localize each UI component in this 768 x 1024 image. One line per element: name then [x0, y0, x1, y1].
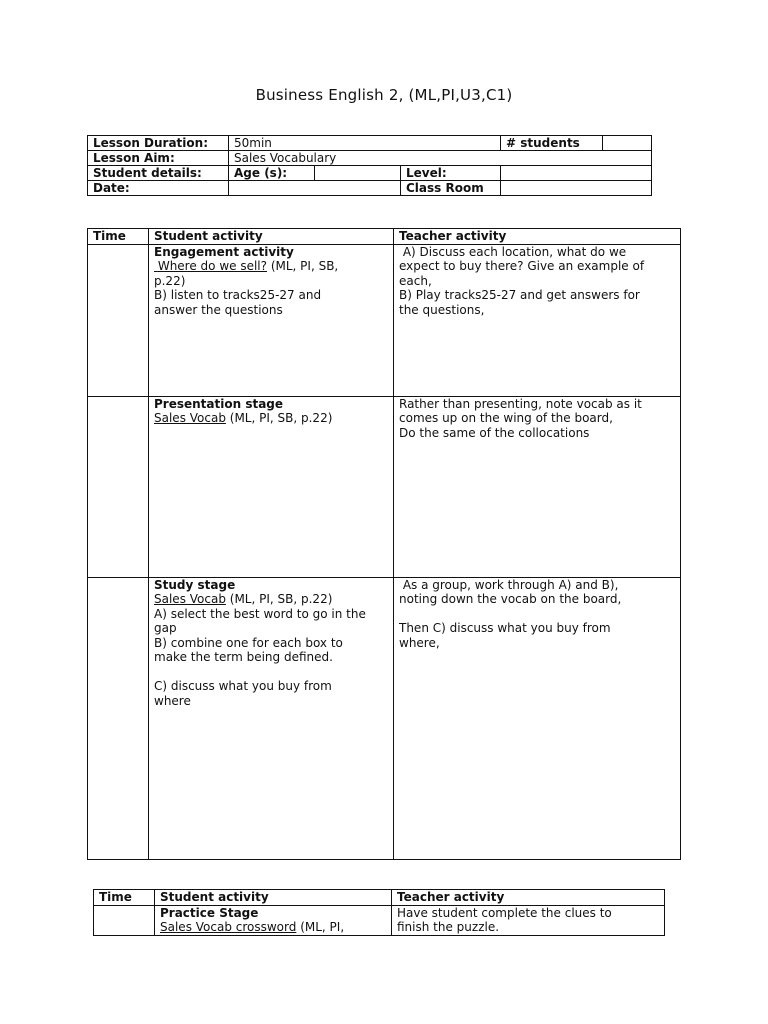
teacher-activity-cell: [392, 905, 665, 935]
student-line: make the term being defined.: [154, 650, 333, 664]
student-activity-cell: [155, 905, 392, 935]
plan-row-presentation: [88, 396, 681, 577]
header-time: Time: [88, 229, 149, 245]
student-line: answer the questions: [154, 302, 283, 317]
date-label: Date:: [88, 181, 229, 196]
level-label: Level:: [401, 166, 501, 181]
teacher-activity-cell: [394, 577, 681, 859]
activity-reference: [154, 259, 388, 274]
teacher-line: the questions,: [399, 302, 485, 317]
teacher-line: B) Play tracks25-27 and get answers for: [399, 288, 640, 302]
header-time: Time: [94, 890, 155, 906]
teacher-line: comes up on the wing of the board,: [399, 411, 613, 425]
time-cell: [88, 244, 149, 396]
paragraph-gap: [399, 607, 675, 622]
info-row-date: [88, 181, 652, 196]
student-line: gap: [154, 621, 177, 635]
time-cell: [94, 905, 155, 935]
time-cell: [88, 577, 149, 859]
paragraph-gap: [154, 665, 388, 680]
info-row-details: [88, 166, 652, 181]
teacher-line: each,: [399, 273, 432, 288]
class-room-label: Class Room: [401, 181, 501, 196]
header-student-activity: Student activity: [155, 890, 392, 906]
time-cell: [88, 396, 149, 577]
student-line: p.22): [154, 273, 186, 288]
student-activity-cell: [149, 396, 394, 577]
info-row-aim: [88, 151, 652, 166]
lesson-duration-label: Lesson Duration:: [88, 136, 229, 151]
level-value: [501, 166, 652, 181]
student-details-label: Student details:: [88, 166, 229, 181]
plan-row-engagement: [88, 244, 681, 396]
reference-source: (ML, PI,: [296, 920, 345, 934]
teacher-line: Have student complete the clues to: [397, 905, 612, 920]
reference-link-text: Where do we sell?: [154, 259, 268, 273]
students-label: # students: [501, 136, 603, 151]
student-line: where: [154, 693, 191, 708]
stage-title: Practice Stage: [160, 905, 259, 920]
lesson-aim-label: Lesson Aim:: [88, 151, 229, 166]
students-value: [603, 136, 652, 151]
age-value: [315, 166, 401, 181]
page-title: Business English 2, (ML,PI,U3,C1): [255, 86, 513, 104]
header-teacher-activity: Teacher activity: [394, 229, 681, 245]
teacher-line: Rather than presenting, note vocab as it: [399, 396, 642, 411]
student-activity-cell: [149, 577, 394, 859]
teacher-line: expect to buy there? Give an example of: [399, 259, 645, 273]
activity-reference: [154, 592, 388, 607]
teacher-activity-cell: [394, 244, 681, 396]
activity-reference: [154, 411, 388, 426]
reference-link-text: Sales Vocab: [154, 592, 226, 606]
stage-title: Presentation stage: [154, 396, 284, 411]
teacher-activity-cell: [394, 396, 681, 577]
teacher-line: Do the same of the collocations: [399, 425, 590, 440]
student-line: C) discuss what you buy from: [154, 679, 332, 693]
info-row-duration: [88, 136, 652, 151]
stage-title: Study stage: [154, 577, 236, 592]
activity-reference: [160, 920, 386, 935]
class-room-value: [501, 181, 652, 196]
age-label: Age (s):: [229, 166, 315, 181]
lesson-duration-value: 50min: [229, 136, 501, 151]
header-teacher-activity: Teacher activity: [392, 890, 665, 906]
reference-source: (ML, PI, SB,: [267, 259, 339, 273]
teacher-line: finish the puzzle.: [397, 920, 500, 934]
lesson-aim-value: Sales Vocabulary: [229, 151, 652, 166]
teacher-line: noting down the vocab on the board,: [399, 592, 622, 606]
plan-row-study: [88, 577, 681, 859]
activity-plan-table: [87, 228, 681, 860]
student-line: B) listen to tracks25-27 and: [154, 288, 322, 302]
stage-title: Engagement activity: [154, 244, 294, 259]
student-line: B) combine one for each box to: [154, 635, 343, 650]
reference-link-text: Sales Vocab: [154, 411, 226, 425]
student-activity-cell: [149, 244, 394, 396]
plan2-row-practice: [94, 905, 665, 935]
reference-source: (ML, PI, SB, p.22): [225, 592, 333, 606]
date-value: [229, 181, 401, 196]
activity-plan-table-continued: [93, 889, 665, 936]
plan2-header-row: [94, 890, 665, 906]
reference-source: (ML, PI, SB, p.22): [225, 411, 333, 425]
teacher-line: As a group, work through A) and B),: [399, 577, 619, 592]
lesson-info-table: [87, 135, 652, 196]
teacher-line: A) Discuss each location, what do we: [399, 244, 627, 259]
student-line: A) select the best word to go in the: [154, 606, 366, 621]
teacher-line: where,: [399, 635, 440, 650]
reference-link-text: Sales Vocab crossword: [160, 920, 297, 934]
plan-header-row: [88, 229, 681, 245]
header-student-activity: Student activity: [149, 229, 394, 245]
teacher-line: Then C) discuss what you buy from: [399, 621, 611, 635]
